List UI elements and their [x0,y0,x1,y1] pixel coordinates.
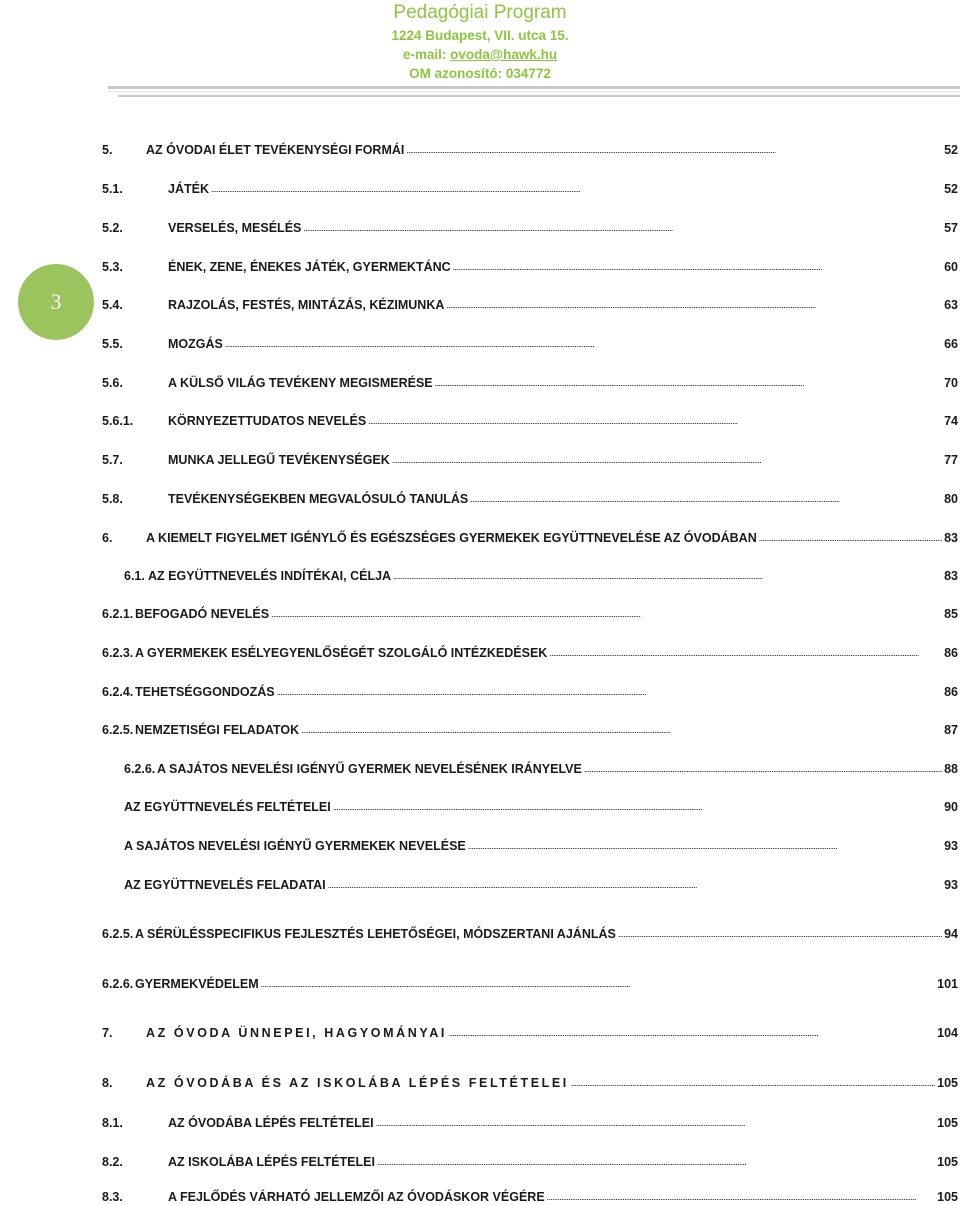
email-label: e-mail: [402,47,451,62]
toc-entry-page: 66 [944,337,958,351]
toc-dot-leader [393,568,942,584]
toc-entry-page: 74 [944,414,958,428]
toc-dot-leader [211,181,942,197]
toc-entry-page: 93 [944,839,958,853]
toc-entry-page: 52 [944,182,958,196]
toc-entry-page: 52 [944,143,958,157]
email-line [0,46,960,64]
toc-entry[interactable] [102,604,958,622]
toc-dot-leader [301,722,942,738]
toc-entry[interactable] [102,1023,958,1041]
toc-entry[interactable] [102,528,958,546]
toc-entry-title: AZ EGYÜTTNEVELÉS INDÍTÉKAI, CÉLJA [148,569,392,583]
toc-dot-leader [449,1025,935,1041]
toc-entry-title: MOZGÁS [168,337,223,351]
toc-entry-title: TEHETSÉGGONDOZÁS [135,685,275,699]
toc-dot-leader [435,375,942,391]
toc-entry-title: AZ ISKOLÁBA LÉPÉS FELTÉTELEI [168,1155,375,1169]
toc-entry[interactable] [102,411,958,429]
toc-entry-page: 85 [944,607,958,621]
toc-entry-page: 60 [944,260,958,274]
toc-entry-page: 88 [944,762,958,776]
toc-entry-number: 7. [102,1026,113,1040]
toc-entry-title: AZ ÓVODÁBA LÉPÉS FELTÉTELEI [168,1116,374,1130]
toc-entry-title: JÁTÉK [168,182,209,196]
toc-entry-number: 6.2.5. [102,723,134,737]
toc-entry-page: 87 [944,723,958,737]
toc-dot-leader [328,877,942,893]
toc-dot-leader [376,1115,936,1131]
toc-entry[interactable] [102,257,958,275]
toc-dot-leader [547,1189,935,1205]
toc-entry-page: 105 [937,1190,958,1204]
toc-entry-number: 5.6. [102,376,123,390]
toc-entry-number: 5.5. [102,337,123,351]
toc-dot-leader [406,142,942,158]
toc-entry-title: KÖRNYEZETTUDATOS NEVELÉS [168,414,367,428]
toc-entry-number: 6.2.1. [102,607,134,621]
toc-dot-leader [225,336,942,352]
toc-entry[interactable] [102,682,958,700]
toc-entry-page: 70 [944,376,958,390]
toc-entry[interactable] [124,759,958,777]
toc-entry[interactable] [124,836,958,854]
toc-dot-leader [759,530,942,546]
toc-dot-leader [277,684,943,700]
toc-entry-page: 57 [944,221,958,235]
page-number-badge [18,264,94,340]
toc-entry[interactable] [102,643,958,661]
toc-entry-page: 101 [937,977,958,991]
toc-entry[interactable] [102,334,958,352]
toc-entry[interactable] [102,450,958,468]
toc-entry-number: 5.7. [102,453,123,467]
toc-entry-number: 5.8. [102,492,123,506]
header-divider-lower [118,95,960,97]
toc-dot-leader [392,452,942,468]
toc-entry-number: 6.2.6. [124,762,156,776]
toc-entry-title: A GYERMEKEK ESÉLYEGYENLŐSÉGÉT SZOLGÁLÓ INTÉZKEDÉSEK [135,646,548,660]
toc-entry-title: BEFOGADÓ NEVELÉS [135,607,270,621]
toc-entry-number: 6.2.6. [102,977,134,991]
om-id-line: OM azonosító: 034772 [409,66,551,81]
toc-dot-leader [571,1075,935,1091]
toc-dot-leader [549,645,942,661]
toc-entry-number: 6. [102,531,113,545]
toc-entry-page: 77 [944,453,958,467]
toc-entry[interactable] [102,1073,958,1091]
address-line: 1224 Budapest, VII. utca 15. [391,28,569,43]
toc-entry-number: 6.2.4. [102,685,134,699]
toc-entry[interactable] [102,140,958,158]
toc-dot-leader [618,926,942,942]
toc-entry-page: 86 [944,646,958,660]
toc-entry[interactable] [102,1187,958,1205]
toc-entry-number: 6.1. [124,569,145,583]
toc-entry-title: AZ EGYÜTTNEVELÉS FELADATAI [124,878,326,892]
toc-entry[interactable] [102,218,958,236]
toc-entry-title: TEVÉKENYSÉGEKBEN MEGVALÓSULÓ TANULÁS [168,492,469,506]
toc-entry-number: 5.4. [102,298,123,312]
toc-entry[interactable] [124,875,958,893]
page-number: 3 [50,289,62,314]
toc-entry[interactable] [102,295,958,313]
toc-entry-title: AZ ÓVODA ÜNNEPEI, HAGYOMÁNYAI [146,1026,447,1040]
toc-entry-title: GYERMEKVÉDELEM [135,977,259,991]
header-divider-thin [108,91,960,92]
toc-entry-page: 93 [944,878,958,892]
toc-entry-number: 6.2.3. [102,646,134,660]
toc-entry-page: 83 [944,531,958,545]
toc-dot-leader [446,297,942,313]
toc-entry[interactable] [102,924,958,942]
toc-entry-title: A SÉRÜLÉSSPECIFIKUS FEJLESZTÉS LEHETŐSÉGEI, MÓDSZERTANI AJÁNLÁS [135,927,616,941]
toc-entry[interactable] [102,373,958,391]
toc-entry-number: 8.1. [102,1116,123,1130]
toc-entry-page: 104 [937,1026,958,1040]
toc-entry-page: 63 [944,298,958,312]
toc-entry-title: VERSELÉS, MESÉLÉS [168,221,302,235]
toc-entry-page: 105 [937,1155,958,1169]
toc-entry[interactable] [124,797,958,815]
toc-entry-number: 5.3. [102,260,123,274]
toc-entry-number: 8.2. [102,1155,123,1169]
toc-entry-page: 90 [944,800,958,814]
toc-entry-page: 83 [944,569,958,583]
toc-dot-leader [453,259,942,275]
toc-entry[interactable] [124,566,958,584]
toc-entry-title: A FEJLŐDÉS VÁRHATÓ JELLEMZŐI AZ ÓVODÁSKOR VÉGÉRE [168,1190,545,1204]
toc-entry-title: ÉNEK, ZENE, ÉNEKES JÁTÉK, GYERMEKTÁNC [168,260,451,274]
toc-entry[interactable] [102,179,958,197]
toc-entry-page: 86 [944,685,958,699]
toc-entry-title: A SAJÁTOS NEVELÉSI IGÉNYŰ GYERMEKEK NEVELÉSE [124,839,466,853]
toc-entry-number: 8.3. [102,1190,123,1204]
toc-entry-number: 8. [102,1076,113,1090]
toc-entry[interactable] [102,720,958,738]
toc-entry[interactable] [102,1152,958,1170]
toc-dot-leader [368,413,942,429]
toc-entry-title: MUNKA JELLEGŰ TEVÉKENYSÉGEK [168,453,390,467]
toc-entry[interactable] [102,489,958,507]
toc-entry-title: A KÜLSŐ VILÁG TEVÉKENY MEGISMERÉSE [168,376,433,390]
toc-entry-page: 94 [944,927,958,941]
toc-entry-title: RAJZOLÁS, FESTÉS, MINTÁZÁS, KÉZIMUNKA [168,298,445,312]
toc-entry[interactable] [102,1113,958,1131]
toc-entry-title: AZ EGYÜTTNEVELÉS FELTÉTELEI [124,800,331,814]
document-title: Pedagógiai Program [393,2,567,23]
toc-entry-page: 80 [944,492,958,506]
toc-dot-leader [303,220,942,236]
toc-dot-leader [377,1154,935,1170]
toc-entry-title: AZ ÓVODAI ÉLET TEVÉKENYSÉGI FORMÁI [146,143,405,157]
header-divider [108,86,960,89]
toc-dot-leader [470,491,942,507]
toc-entry-page: 105 [937,1116,958,1130]
toc-entry-title: A KIEMELT FIGYELMET IGÉNYLŐ ÉS EGÉSZSÉGES GYERMEKEK EGYÜTTNEVELÉSE AZ ÓVODÁBAN [146,531,757,545]
toc-dot-leader [468,838,942,854]
toc-entry-title: A SAJÁTOS NEVELÉSI IGÉNYŰ GYERMEK NEVELÉSÉNEK IRÁNYELVE [157,762,582,776]
toc-entry-title: NEMZETISÉGI FELADATOK [135,723,300,737]
toc-dot-leader [333,799,942,815]
toc-dot-leader [271,606,942,622]
toc-entry-page: 105 [937,1076,958,1090]
email-link[interactable]: ovoda@hawk.hu [450,47,558,62]
toc-entry-number: 6.2.5. [102,927,134,941]
toc-entry-number: 5.2. [102,221,123,235]
toc-entry-number: 5.6.1. [102,414,134,428]
toc-dot-leader [261,976,936,992]
toc-entry-number: 5. [102,143,113,157]
toc-dot-leader [584,761,942,777]
toc-entry-title: AZ ÓVODÁBA ÉS AZ ISKOLÁBA LÉPÉS FELTÉTELEI [146,1076,569,1090]
toc-entry-number: 5.1. [102,182,123,196]
toc-entry[interactable] [102,974,958,992]
